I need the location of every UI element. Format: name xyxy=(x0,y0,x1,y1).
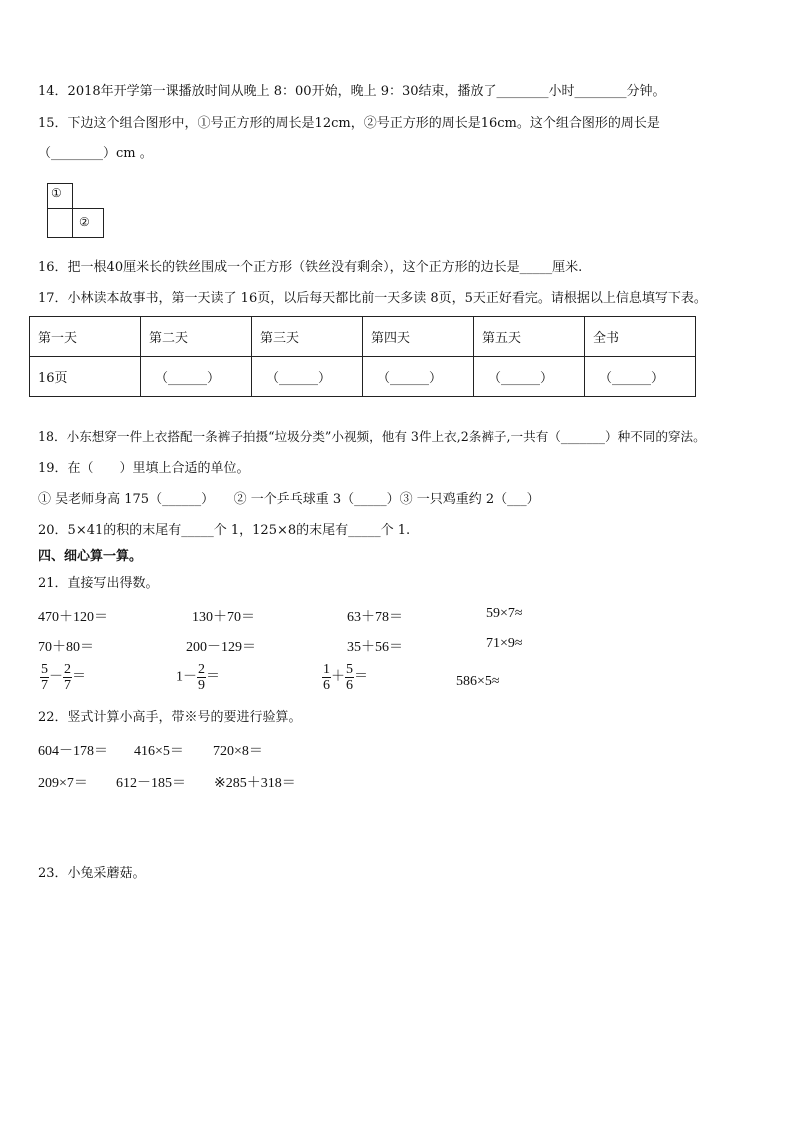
q20-text: 20．5×41的积的末尾有_____个 1，125×8的末尾有_____个 1. xyxy=(38,523,411,538)
q22-r2-c1: 209×7＝ xyxy=(38,776,88,791)
q21-r2-c4: 71×9≈ xyxy=(486,636,523,651)
q22-r1-c1: 604－178＝ xyxy=(38,744,108,759)
q23-text: 23．小兔采蘑菇。 xyxy=(38,866,146,881)
q22-r1-c2: 416×5＝ xyxy=(134,744,184,759)
square-1 xyxy=(47,183,73,209)
q22-r2-c2: 612－185＝ xyxy=(116,776,186,791)
fraction: $\frac{5}{7}$ xyxy=(41,662,48,693)
q21-r3-c4: 586×5≈ xyxy=(456,674,500,689)
q14-text: 14．2018年开学第一课播放时间从晚上 8：00开始，晚上 9：30结束，播放了________小时________分钟。 xyxy=(38,84,666,99)
q21-r1-c4: 59×7≈ xyxy=(486,606,523,621)
fraction: $\frac{2}{9}$ xyxy=(198,662,205,693)
q22-r2-c3: ※285＋318＝ xyxy=(214,776,296,791)
q22-r1-c3: 720×8＝ xyxy=(213,744,263,759)
q21-r3-c3: $\frac{1}{6}$ ＋ $\frac{5}{6}$ ＝ xyxy=(323,662,368,693)
q22-text: 22．竖式计算小高手，带※号的要进行验算。 xyxy=(38,710,302,725)
table-header-cell: 第五天 xyxy=(474,317,585,357)
table-header-cell: 全书 xyxy=(585,317,696,357)
q21-r2-c2: 200－129＝ xyxy=(186,640,256,655)
table-cell: 16页 xyxy=(30,357,141,397)
square-1-lower xyxy=(47,208,73,238)
q15-text-line2: （________）cm 。 xyxy=(38,146,153,161)
table-cell-blank[interactable]: （______） xyxy=(474,357,585,397)
q21-r2-c3: 35＋56＝ xyxy=(347,640,403,655)
square-2-label: ② xyxy=(79,215,90,229)
q17-table xyxy=(29,316,696,397)
q21-r3-c2: 1－ $\frac{2}{9}$ ＝ xyxy=(176,662,220,693)
square-2 xyxy=(72,208,104,238)
table-row xyxy=(30,357,696,397)
table-cell-blank[interactable]: （______） xyxy=(585,357,696,397)
q21-r3-c1: $\frac{5}{7}$ － $\frac{2}{7}$ ＝ xyxy=(41,662,86,693)
q17-text: 17．小林读本故事书，第一天读了 16页，以后每天都比前一天多读 8页，5天正好看完。请根据以上信息填写下表。 xyxy=(38,291,707,306)
table-header-cell: 第四天 xyxy=(363,317,474,357)
table-cell-blank[interactable]: （______） xyxy=(141,357,252,397)
fraction: $\frac{2}{7}$ xyxy=(64,662,71,693)
table-cell-blank[interactable]: （______） xyxy=(252,357,363,397)
table-header-cell: 第三天 xyxy=(252,317,363,357)
q21-r1-c2: 130＋70＝ xyxy=(192,610,255,625)
table-header-cell: 第二天 xyxy=(141,317,252,357)
q21-r1-c1: 470＋120＝ xyxy=(38,610,108,625)
q19-text: 19．在（ ）里填上合适的单位。 xyxy=(38,461,250,476)
square-1-label: ① xyxy=(51,186,62,200)
table-cell-blank[interactable]: （______） xyxy=(363,357,474,397)
q21-r2-c1: 70＋80＝ xyxy=(38,640,94,655)
q15-text-line1: 15．下边这个组合图形中，①号正方形的周长是12cm，②号正方形的周长是16cm。这个组合图形的周长是 xyxy=(38,116,660,131)
q21-text: 21．直接写出得数。 xyxy=(38,576,159,591)
q16-text: 16．把一根40厘米长的铁丝围成一个正方形（铁丝没有剩余），这个正方形的边长是_____厘米. xyxy=(38,260,583,275)
fraction: $\frac{1}{6}$ xyxy=(323,662,330,693)
table-header-row xyxy=(30,317,696,357)
q19-items: ① 吴老师身高 175（______） ② 一个乒乓球重 3（_____）③ 一只鸡重约 2（___） xyxy=(38,492,540,507)
table-header-cell: 第一天 xyxy=(30,317,141,357)
q21-r1-c3: 63＋78＝ xyxy=(347,610,403,625)
q18-text: 18．小东想穿一件上衣搭配一条裤子拍摄“垃圾分类”小视频，他有 3件上衣,2条裤子,一共有（_______）种不同的穿法。 xyxy=(38,429,706,444)
section-heading: 四、细心算一算。 xyxy=(38,549,143,564)
fraction: $\frac{5}{6}$ xyxy=(346,662,353,693)
